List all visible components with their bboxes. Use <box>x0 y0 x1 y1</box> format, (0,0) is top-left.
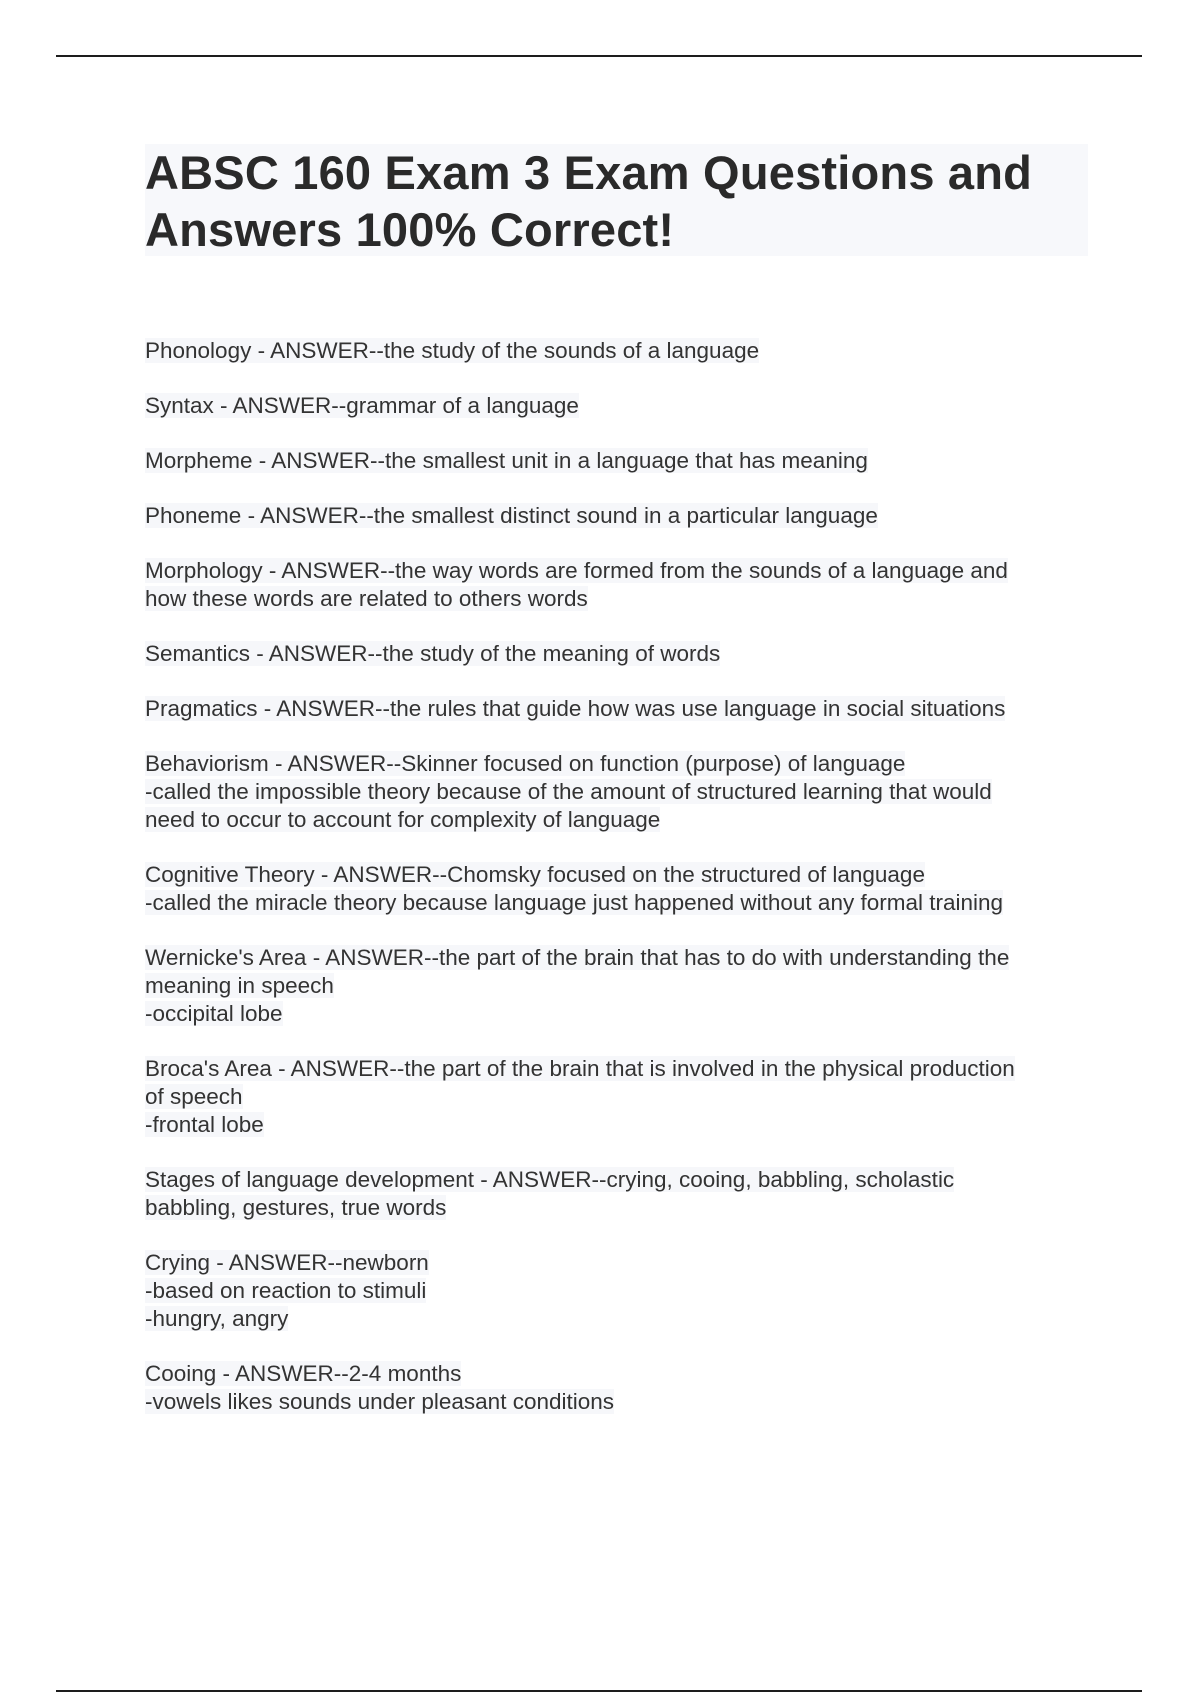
qa-item-syntax <box>145 392 1090 420</box>
qa-item-behaviorism <box>145 750 1090 834</box>
qa-text: Wernicke's Area - ANSWER--the part of the brain that has to do with understanding the <box>145 945 1010 970</box>
qa-text: need to occur to account for complexity of language <box>145 807 661 832</box>
qa-item-pragmatics <box>145 695 1090 723</box>
qa-item-phonology <box>145 337 1090 365</box>
qa-text: Pragmatics - ANSWER--the rules that guide how was use language in social situations <box>145 696 1006 721</box>
qa-text: -occipital lobe <box>145 1001 283 1026</box>
title-line: ABSC 160 Exam 3 Exam Questions and <box>145 146 1033 199</box>
qa-text: of speech <box>145 1084 243 1109</box>
qa-text: -frontal lobe <box>145 1112 264 1137</box>
qa-item-semantics <box>145 640 1090 668</box>
qa-text: -called the impossible theory because of the amount of structured learning that would <box>145 779 992 804</box>
title-line: Answers 100% Correct! <box>145 203 675 256</box>
qa-item-cognitive-theory <box>145 861 1090 917</box>
qa-text: Morphology - ANSWER--the way words are formed from the sounds of a language and <box>145 558 1008 583</box>
qa-text: Semantics - ANSWER--the study of the meaning of words <box>145 641 721 666</box>
qa-text: -hungry, angry <box>145 1306 289 1331</box>
top-rule <box>56 55 1142 57</box>
qa-item-morphology <box>145 557 1090 613</box>
qa-text: Stages of language development - ANSWER--crying, cooing, babbling, scholastic <box>145 1167 955 1192</box>
qa-text: Cognitive Theory - ANSWER--Chomsky focused on the structured of language <box>145 862 925 887</box>
qa-item-morpheme <box>145 447 1090 475</box>
bottom-rule <box>56 1690 1142 1692</box>
qa-text: Broca's Area - ANSWER--the part of the brain that is involved in the physical production <box>145 1056 1015 1081</box>
qa-text: Phoneme - ANSWER--the smallest distinct sound in a particular language <box>145 503 878 528</box>
qa-text: -called the miracle theory because language just happened without any formal training <box>145 890 1004 915</box>
page-title <box>145 144 1088 258</box>
qa-item-stages-of-language-development <box>145 1166 1090 1222</box>
qa-text: -vowels likes sounds under pleasant conditions <box>145 1389 615 1414</box>
qa-list <box>145 337 1090 1443</box>
qa-item-crying <box>145 1249 1090 1333</box>
qa-text: Crying - ANSWER--newborn <box>145 1250 429 1275</box>
qa-item-cooing <box>145 1360 1090 1416</box>
qa-item-phoneme <box>145 502 1090 530</box>
qa-text: Phonology - ANSWER--the study of the sounds of a language <box>145 338 760 363</box>
qa-text: Behaviorism - ANSWER--Skinner focused on function (purpose) of language <box>145 751 906 776</box>
qa-text: Morpheme - ANSWER--the smallest unit in a language that has meaning <box>145 448 868 473</box>
qa-text: -based on reaction to stimuli <box>145 1278 427 1303</box>
qa-text: babbling, gestures, true words <box>145 1195 447 1220</box>
title-block <box>145 144 1088 256</box>
qa-text: Cooing - ANSWER--2-4 months <box>145 1361 462 1386</box>
qa-text: meaning in speech <box>145 973 334 998</box>
qa-text: how these words are related to others words <box>145 586 588 611</box>
qa-text: Syntax - ANSWER--grammar of a language <box>145 393 579 418</box>
qa-item-brocas-area <box>145 1055 1090 1139</box>
qa-item-wernickes-area <box>145 944 1090 1028</box>
